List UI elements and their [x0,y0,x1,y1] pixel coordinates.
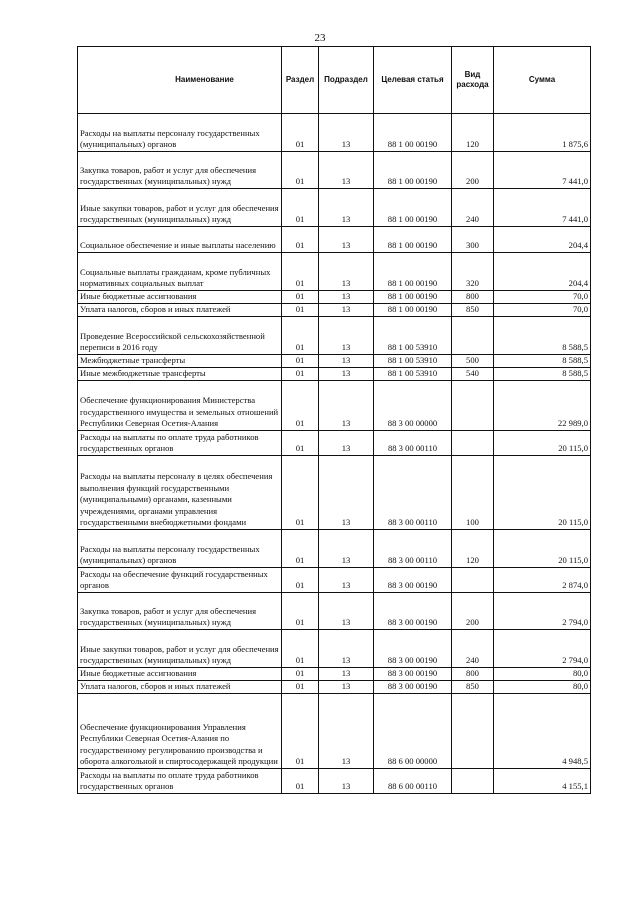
row-section: 01 [282,568,319,593]
row-name: Иные закупки товаров, работ и услуг для обеспечения государственных (муниципальных) нужд [78,189,282,227]
row-sum: 8 588,5 [494,317,591,355]
row-name: Расходы на выплаты по оплате труда работников государственных органов [78,431,282,456]
header-kind: Вид расхода [452,47,494,114]
row-sum: 20 115,0 [494,456,591,530]
row-section: 01 [282,668,319,681]
row-name: Закупка товаров, работ и услуг для обеспечения государственных (муниципальных) нужд [78,152,282,189]
table-row [78,668,591,681]
row-kind: 850 [452,681,494,694]
row-section: 01 [282,114,319,152]
row-section: 01 [282,694,319,769]
row-name: Закупка товаров, работ и услуг для обеспечения государственных (муниципальных) нужд [78,593,282,630]
row-kind [452,381,494,431]
row-target: 88 1 00 00190 [374,253,452,291]
row-kind: 850 [452,304,494,317]
row-section: 01 [282,593,319,630]
row-name: Обеспечение функционирования Министерства государственного имущества и земельных отношений Республики Северная Осетия-Алания [78,381,282,431]
row-subsection: 13 [319,355,374,368]
row-section: 01 [282,456,319,530]
row-sum: 70,0 [494,304,591,317]
row-target: 88 1 00 00190 [374,189,452,227]
row-name: Социальные выплаты гражданам, кроме публичных нормативных социальных выплат [78,253,282,291]
row-subsection: 13 [319,456,374,530]
row-target: 88 3 00 00190 [374,681,452,694]
row-target: 88 1 00 00190 [374,152,452,189]
row-subsection: 13 [319,431,374,456]
row-sum: 7 441,0 [494,189,591,227]
table-row [78,253,591,291]
row-section: 01 [282,630,319,668]
table-header-row [78,47,591,114]
row-kind: 240 [452,189,494,227]
row-kind: 800 [452,291,494,304]
row-kind: 100 [452,456,494,530]
row-kind [452,317,494,355]
row-target: 88 1 00 00190 [374,291,452,304]
row-kind: 200 [452,593,494,630]
table-row [78,568,591,593]
row-target: 88 3 00 00190 [374,568,452,593]
table-row [78,114,591,152]
row-target: 88 3 00 00110 [374,431,452,456]
row-section: 01 [282,253,319,291]
row-sum: 1 875,6 [494,114,591,152]
row-sum: 4 948,5 [494,694,591,769]
row-target: 88 1 00 53910 [374,317,452,355]
row-subsection: 13 [319,630,374,668]
row-target: 88 1 00 00190 [374,304,452,317]
row-sum: 80,0 [494,681,591,694]
row-kind [452,769,494,794]
row-name: Расходы на выплаты по оплате труда работников государственных органов [78,769,282,794]
row-target: 88 1 00 53910 [374,355,452,368]
row-name: Социальное обеспечение и иные выплаты населению [78,227,282,253]
row-subsection: 13 [319,593,374,630]
row-section: 01 [282,681,319,694]
row-target: 88 3 00 00110 [374,456,452,530]
row-target: 88 1 00 53910 [374,368,452,381]
row-target: 88 1 00 00190 [374,227,452,253]
row-name: Уплата налогов, сборов и иных платежей [78,304,282,317]
row-target: 88 3 00 00000 [374,381,452,431]
row-kind: 540 [452,368,494,381]
row-section: 01 [282,291,319,304]
row-kind [452,694,494,769]
row-name: Расходы на выплаты персоналу государственных (муниципальных) органов [78,530,282,568]
row-name: Иные бюджетные ассигнования [78,291,282,304]
row-subsection: 13 [319,769,374,794]
table-row [78,189,591,227]
table-row [78,593,591,630]
row-sum: 2 874,0 [494,568,591,593]
row-name: Обеспечение функционирования Управления Республики Северная Осетия-Алания по государственному регулированию производства и оборота алкогольной и спиртосодержащей продукции [78,694,282,769]
row-sum: 8 588,5 [494,368,591,381]
row-section: 01 [282,189,319,227]
row-sum: 7 441,0 [494,152,591,189]
row-target: 88 3 00 00190 [374,593,452,630]
row-subsection: 13 [319,304,374,317]
row-sum: 2 794,0 [494,593,591,630]
table-row [78,317,591,355]
row-sum: 4 155,1 [494,769,591,794]
table-row [78,769,591,794]
row-subsection: 13 [319,668,374,681]
row-subsection: 13 [319,291,374,304]
header-sum: Сумма [494,47,591,114]
row-section: 01 [282,431,319,456]
row-sum: 2 794,0 [494,630,591,668]
row-sum: 22 989,0 [494,381,591,431]
table-row [78,630,591,668]
table-row [78,368,591,381]
row-name: Иные закупки товаров, работ и услуг для обеспечения государственных (муниципальных) нужд [78,630,282,668]
row-kind: 800 [452,668,494,681]
table-row [78,152,591,189]
table-row [78,456,591,530]
table-row [78,431,591,456]
row-name: Межбюджетные трансферты [78,355,282,368]
row-sum: 8 588,5 [494,355,591,368]
row-subsection: 13 [319,681,374,694]
table-row [78,681,591,694]
table-row [78,291,591,304]
table-row [78,530,591,568]
row-name: Расходы на обеспечение функций государственных органов [78,568,282,593]
row-kind: 300 [452,227,494,253]
row-target: 88 1 00 00190 [374,114,452,152]
row-sum: 80,0 [494,668,591,681]
row-subsection: 13 [319,368,374,381]
table-row [78,304,591,317]
header-name: Наименование [78,47,282,114]
row-section: 01 [282,152,319,189]
page-number: 23 [314,32,326,44]
row-sum: 204,4 [494,227,591,253]
row-section: 01 [282,368,319,381]
table-row [78,227,591,253]
row-name: Проведение Всероссийской сельскохозяйственной переписи в 2016 году [78,317,282,355]
row-target: 88 3 00 00190 [374,630,452,668]
row-target: 88 3 00 00190 [374,668,452,681]
row-name: Иные межбюджетные трансферты [78,368,282,381]
row-name: Уплата налогов, сборов и иных платежей [78,681,282,694]
row-sum: 204,4 [494,253,591,291]
budget-table [77,46,591,794]
row-subsection: 13 [319,568,374,593]
row-subsection: 13 [319,227,374,253]
row-section: 01 [282,317,319,355]
row-kind: 120 [452,530,494,568]
table-row [78,694,591,769]
row-subsection: 13 [319,152,374,189]
header-target: Целевая статья [374,47,452,114]
row-kind: 500 [452,355,494,368]
row-sum: 20 115,0 [494,530,591,568]
row-name: Расходы на выплаты персоналу государственных (муниципальных) органов [78,114,282,152]
row-subsection: 13 [319,114,374,152]
row-kind: 320 [452,253,494,291]
row-name: Иные бюджетные ассигнования [78,668,282,681]
row-section: 01 [282,530,319,568]
row-section: 01 [282,769,319,794]
row-kind: 120 [452,114,494,152]
row-section: 01 [282,381,319,431]
row-kind: 200 [452,152,494,189]
header-section: Раздел [282,47,319,114]
row-subsection: 13 [319,189,374,227]
row-subsection: 13 [319,530,374,568]
row-subsection: 13 [319,694,374,769]
row-section: 01 [282,304,319,317]
row-target: 88 6 00 00000 [374,694,452,769]
row-sum: 20 115,0 [494,431,591,456]
table-row [78,381,591,431]
header-subsection: Подраздел [319,47,374,114]
row-section: 01 [282,355,319,368]
row-target: 88 6 00 00110 [374,769,452,794]
row-kind [452,568,494,593]
row-target: 88 3 00 00110 [374,530,452,568]
row-kind [452,431,494,456]
row-section: 01 [282,227,319,253]
row-name: Расходы на выплаты персоналу в целях обеспечения выполнения функций государственными (муниципальными) органами, казенными учреждениями, органами управления государственными внебюджетными фондами [78,456,282,530]
table-row [78,355,591,368]
row-kind: 240 [452,630,494,668]
row-subsection: 13 [319,317,374,355]
row-subsection: 13 [319,253,374,291]
row-sum: 70,0 [494,291,591,304]
row-subsection: 13 [319,381,374,431]
